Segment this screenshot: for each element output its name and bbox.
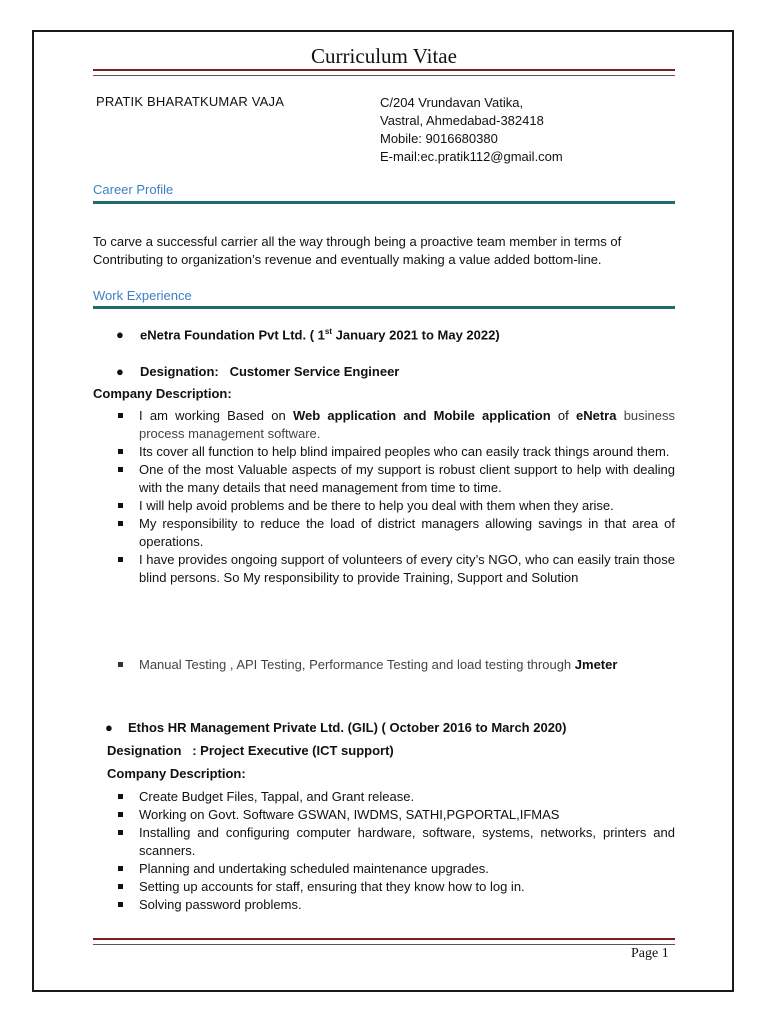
square-bullet-icon [118, 812, 123, 817]
square-bullet-icon [118, 449, 123, 454]
document-title: Curriculum Vitae [311, 44, 457, 68]
list-item: Setting up accounts for staff, ensuring that they know how to log in. [118, 878, 675, 896]
list-item: Create Budget Files, Tappal, and Grant release. [118, 788, 675, 806]
job1-testing-item: Manual Testing , API Testing, Performance Testing and load testing through Jmeter [118, 657, 617, 672]
square-bullet-icon [118, 467, 123, 472]
list-item: Its cover all function to help blind impaired peoples who can easily track things around them. [118, 443, 675, 461]
job2-company: Ethos HR Management Private Ltd. (GIL) ( October 2016 to March 2020) [128, 720, 567, 735]
career-profile-text: To carve a successful carrier all the way through being a proactive team member in terms of Contributing to organization’s revenue and eventually making a value added bottom-line. [93, 234, 622, 267]
work-experience-heading: Work Experience [93, 288, 192, 303]
square-bullet-icon [118, 521, 123, 526]
square-bullet-icon [118, 557, 123, 562]
footer-rule [93, 938, 675, 945]
address-line: Vastral, Ahmedabad-382418 [380, 113, 544, 128]
square-bullet-icon [118, 884, 123, 889]
job1-description-label: Company Description: [93, 386, 232, 401]
bullet-dot-icon: ● [105, 720, 113, 735]
job2-description-list [118, 788, 675, 914]
mobile-line: Mobile: 9016680380 [380, 131, 498, 146]
career-profile-heading: Career Profile [93, 182, 174, 197]
square-bullet-icon [118, 830, 123, 835]
job2-designation: Designation : Project Executive (ICT support) [107, 743, 394, 758]
bullet-dot-icon: ● [116, 327, 124, 342]
job2-description-label: Company Description: [107, 766, 246, 781]
list-item: Planning and undertaking scheduled maintenance upgrades. [118, 860, 675, 878]
list-item: My responsibility to reduce the load of district managers allowing savings in that area of operations. [118, 515, 675, 551]
square-bullet-icon [118, 413, 123, 418]
page-number: Page 1 [631, 946, 669, 961]
job1-description-list [118, 407, 675, 587]
list-item: I am working Based on Web application and Mobile application of eNetra business process management software. [118, 407, 675, 443]
email-line: E-mail:ec.pratik112@gmail.com [380, 149, 563, 164]
square-bullet-icon [118, 662, 123, 667]
job1-company: eNetra Foundation Pvt Ltd. ( 1st January 2021 to May 2022) [140, 327, 500, 343]
square-bullet-icon [118, 902, 123, 907]
title-rule [93, 69, 675, 76]
list-item: Solving password problems. [118, 896, 675, 914]
list-item: One of the most Valuable aspects of my support is robust client support to help with dealing with the many details that need management from time to time. [118, 461, 675, 497]
candidate-name: PRATIK BHARATKUMAR VAJA [96, 94, 285, 109]
contact-block [380, 94, 563, 166]
square-bullet-icon [118, 794, 123, 799]
square-bullet-icon [118, 503, 123, 508]
bullet-dot-icon: ● [116, 364, 124, 379]
work-experience-rule [93, 306, 675, 309]
list-item: I will help avoid problems and be there to help you deal with them when they arise. [118, 497, 675, 515]
list-item: I have provides ongoing support of volunteers of every city’s NGO, who can easily train those blind persons. So My responsibility to provide Training, Support and Solution [118, 551, 675, 587]
list-item: Installing and configuring computer hardware, software, systems, networks, printers and scanners. [118, 824, 675, 860]
square-bullet-icon [118, 866, 123, 871]
career-profile-rule [93, 201, 675, 204]
address-line: C/204 Vrundavan Vatika, [380, 95, 524, 110]
list-item: Working on Govt. Software GSWAN, IWDMS, SATHI,PGPORTAL,IFMAS [118, 806, 675, 824]
job1-designation: Designation: Customer Service Engineer [140, 364, 400, 379]
